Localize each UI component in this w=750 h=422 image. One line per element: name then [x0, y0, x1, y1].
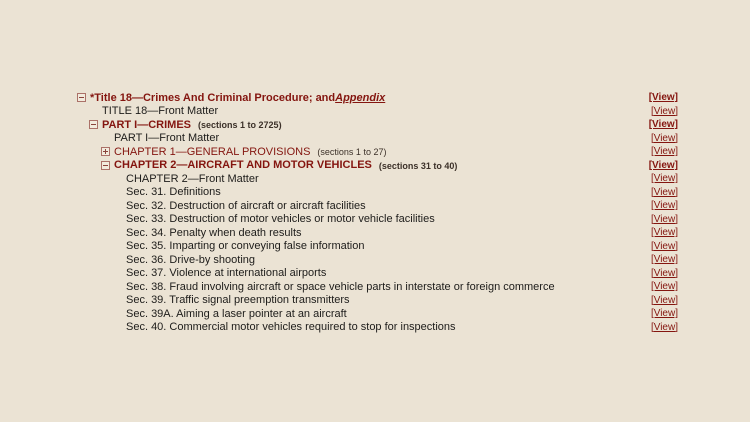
tree-item-label: PART I—Front Matter	[114, 132, 220, 145]
tree-row	[77, 226, 678, 240]
tree-item-label: CHAPTER 2—Front Matter	[126, 172, 259, 185]
tree-row	[77, 105, 678, 119]
tree-item-label: Sec. 38. Fraud involving aircraft or space vehicle parts in interstate or foreign commerce	[126, 280, 555, 293]
view-link[interactable]: [View]	[648, 119, 678, 131]
collapse-icon[interactable]	[101, 161, 110, 170]
tree-item-label: Sec. 32. Destruction of aircraft or aircraft facilities	[126, 199, 366, 212]
view-link[interactable]: [View]	[650, 321, 678, 333]
tree-row	[77, 307, 678, 321]
view-link[interactable]: [View]	[650, 146, 678, 158]
view-link[interactable]: [View]	[648, 92, 678, 104]
view-link[interactable]: [View]	[650, 132, 678, 144]
tree-row	[77, 159, 678, 173]
view-link[interactable]: [View]	[650, 267, 678, 279]
view-link[interactable]: [View]	[650, 240, 678, 252]
view-link[interactable]: [View]	[650, 186, 678, 198]
tree-row	[77, 240, 678, 254]
tree-row	[77, 145, 678, 159]
tree-item-label: Sec. 34. Penalty when death results	[126, 226, 302, 239]
tree-row	[77, 186, 678, 200]
view-link[interactable]: [View]	[650, 200, 678, 212]
tree-row	[77, 294, 678, 308]
tree-row	[77, 118, 678, 132]
view-link[interactable]: [View]	[650, 308, 678, 320]
section-range-label: (sections 1 to 2725)	[198, 120, 282, 131]
tree-row	[77, 199, 678, 213]
tree-row	[77, 321, 678, 335]
tree-item-label: Sec. 36. Drive-by shooting	[126, 253, 256, 266]
tree-row	[77, 132, 678, 146]
tree-item-label: Sec. 31. Definitions	[126, 186, 221, 199]
expand-icon[interactable]	[101, 147, 110, 156]
tree-item-label: Sec. 39A. Aiming a laser pointer at an aircraft	[126, 307, 347, 320]
tree-row	[77, 172, 678, 186]
tree-row	[77, 213, 678, 227]
view-link[interactable]: [View]	[650, 294, 678, 306]
tree-item-label: Sec. 40. Commercial motor vehicles required to stop for inspections	[126, 321, 456, 334]
tree-item-label: *Title 18—Crimes And Criminal Procedure; and	[90, 91, 336, 104]
view-link[interactable]: [View]	[650, 173, 678, 185]
tree-item-label: CHAPTER 2—AIRCRAFT AND MOTOR VEHICLES	[114, 159, 372, 172]
tree-row	[77, 91, 678, 105]
section-range-label: (sections 1 to 27)	[317, 147, 387, 158]
tree-item-label: Sec. 39. Traffic signal preemption transmitters	[126, 294, 350, 307]
collapse-icon[interactable]	[89, 120, 98, 129]
tree-item-label: Sec. 33. Destruction of motor vehicles or motor vehicle facilities	[126, 213, 435, 226]
view-link[interactable]: [View]	[648, 159, 678, 171]
tree-item-label: CHAPTER 1—GENERAL PROVISIONS	[114, 145, 311, 158]
view-link[interactable]: [View]	[650, 227, 678, 239]
tree-item-label: PART I—CRIMES	[102, 118, 192, 131]
tree-item-label: Sec. 37. Violence at international airports	[126, 267, 327, 280]
tree-row	[77, 253, 678, 267]
tree-item-label: Sec. 35. Imparting or conveying false information	[126, 240, 365, 253]
tree-item-label: TITLE 18—Front Matter	[102, 105, 219, 118]
appendix-link: Appendix	[335, 91, 386, 104]
section-range-label: (sections 31 to 40)	[378, 160, 458, 171]
view-link[interactable]: [View]	[650, 254, 678, 266]
collapse-icon[interactable]	[77, 93, 86, 102]
code-tree	[77, 91, 678, 334]
view-link[interactable]: [View]	[650, 105, 678, 117]
tree-row	[77, 267, 678, 281]
view-link[interactable]: [View]	[650, 213, 678, 225]
view-link[interactable]: [View]	[650, 281, 678, 293]
tree-row	[77, 280, 678, 294]
